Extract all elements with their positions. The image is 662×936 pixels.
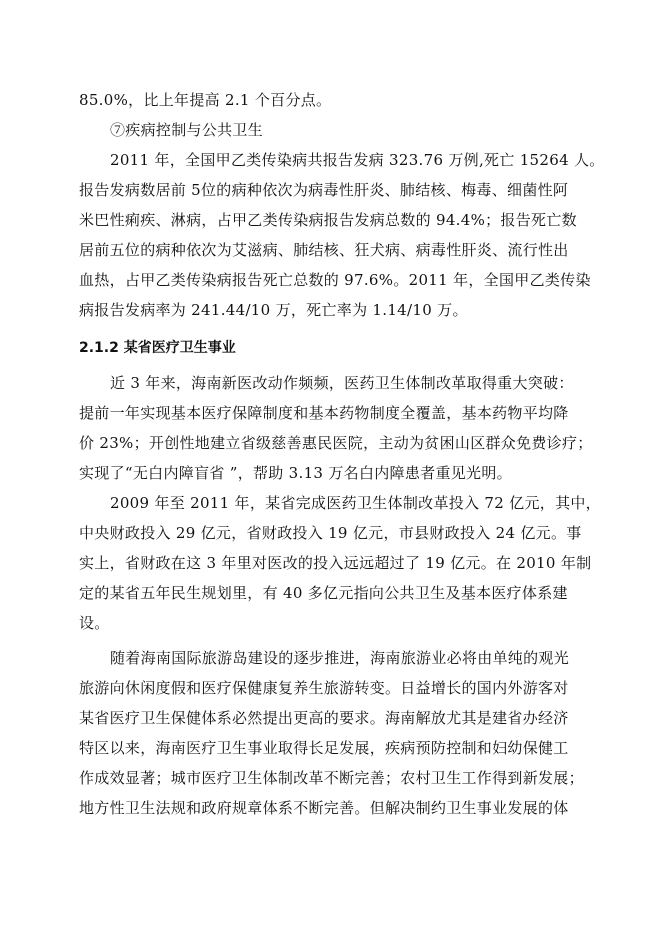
text-line: 价 23%；开创性地建立省级慈善惠民医院，主动为贫困山区群众免费诊疗； <box>79 434 593 452</box>
text-line: 2011 年，全国甲乙类传染病共报告发病 323.76 万例,死亡 15264 人。 <box>110 151 605 169</box>
text-line: 近 3 年来，海南新医改动作频频，医药卫生体制改革取得重大突破： <box>110 374 574 392</box>
text-line: 病报告发病率为 241.44/10 万，死亡率为 1.14/10 万。 <box>79 301 468 319</box>
text-line: 2009 年至 2011 年，某省完成医药卫生体制改革投入 72 亿元，其中， <box>110 494 601 512</box>
section-heading: 2.1.2 某省医疗卫生事业 <box>79 340 236 356</box>
text-line: 定的某省五年民生规划里，有 40 多亿元指向公共卫生及基本医疗体系建 <box>79 584 568 602</box>
text-line: 85.0%，比上年提高 2.1 个百分点。 <box>79 91 332 109</box>
text-line: 血热，占甲乙类传染病报告死亡总数的 97.6%。2011 年，全国甲乙类传染 <box>79 271 591 289</box>
text-line: 地方性卫生法规和政府规章体系不断完善。但解决制约卫生事业发展的体 <box>79 799 569 817</box>
subsection-title-text: ⑦疾病控制与公共卫生 <box>110 121 264 139</box>
text-line: 某省医疗卫生保健体系必然提出更高的要求。海南解放尤其是建省办经济 <box>79 709 569 727</box>
subsection-title <box>79 115 579 145</box>
paragraph-investment <box>79 488 601 638</box>
text-line: 作成效显著；城市医疗卫生体制改革不断完善；农村卫生工作得到新发展； <box>79 769 584 787</box>
paragraph-continuation <box>79 85 579 115</box>
text-line: 设。 <box>79 614 110 632</box>
text-line: 特区以来，海南医疗卫生事业取得长足发展，疾病预防控制和妇幼保健工 <box>79 739 569 757</box>
text-line: 居前五位的病种依次为艾滋病、肺结核、狂犬病、病毒性肝炎、流行性出 <box>79 241 569 259</box>
text-line: 中央财政投入 29 亿元，省财政投入 19 亿元，市县财政投入 24 亿元。事 <box>79 524 582 542</box>
paragraph-reform <box>79 368 593 488</box>
paragraph-tourism <box>79 643 584 823</box>
text-line: 实上，省财政在这 3 年里对医改的投入远远超过了 19 亿元。在 2010 年制 <box>79 554 592 572</box>
text-line: 米巴性痢疾、淋病，占甲乙类传染病报告发病总数的 94.4%；报告死亡数 <box>79 211 577 229</box>
text-line: 随着海南国际旅游岛建设的逐步推进，海南旅游业必将由单纯的观光 <box>110 649 570 667</box>
text-line: 实现了“无白内障盲省 ”，帮助 3.13 万名白内障患者重见光明。 <box>79 464 512 482</box>
text-line: 旅游向休闲度假和医疗保健康复养生旅游转变。日益增长的国内外游客对 <box>79 679 569 697</box>
text-line: 报告发病数居前 5位的病种依次为病毒性肝炎、肺结核、梅毒、细菌性阿 <box>79 181 569 199</box>
paragraph-disease-control <box>79 145 605 325</box>
text-line: 提前一年实现基本医疗保障制度和基本药物制度全覆盖，基本药物平均降 <box>79 404 569 422</box>
